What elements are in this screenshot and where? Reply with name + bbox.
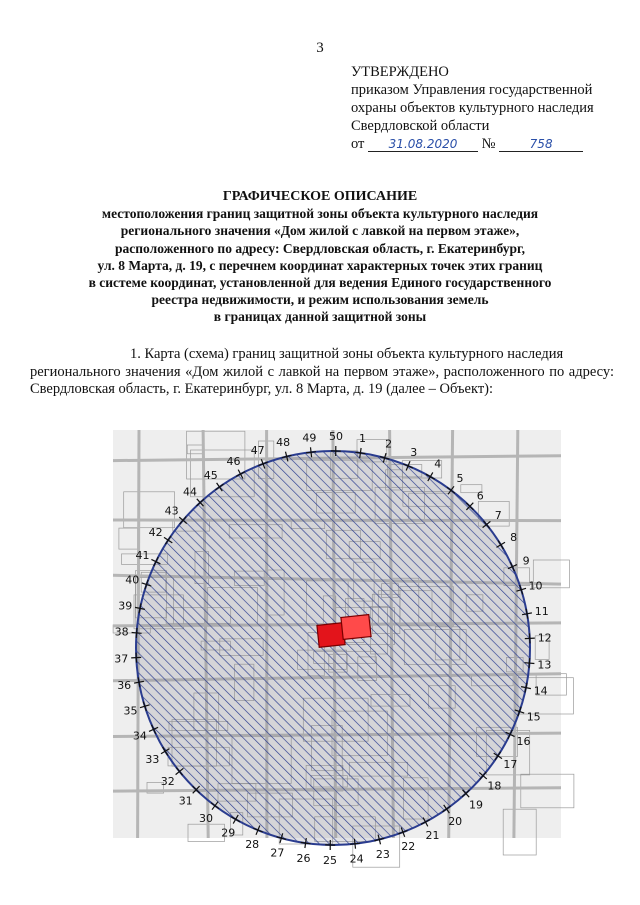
protection-zone-boundary	[136, 451, 530, 845]
approval-stamp	[351, 63, 636, 153]
number-prefix: №	[481, 136, 496, 152]
boundary-point-label: 6	[476, 489, 484, 503]
boundary-point-label: 23	[375, 848, 390, 862]
boundary-point-label: 11	[534, 605, 549, 619]
title-line: в границах данной защитной зоны	[213, 309, 427, 325]
boundary-point-label: 49	[302, 431, 317, 445]
boundary-point-label: 25	[323, 854, 337, 867]
boundary-point-label: 12	[537, 631, 552, 645]
title-line: регионального значения «Дом жилой с лавкой на первом этаже»,	[120, 223, 520, 239]
boundary-point-label: 50	[329, 430, 343, 443]
boundary-point-tick	[524, 663, 534, 664]
boundary-point-label: 10	[528, 579, 543, 593]
boundary-point-label: 43	[164, 504, 179, 518]
boundary-point-label: 14	[533, 684, 548, 698]
boundary-point-label: 16	[516, 734, 531, 748]
boundary-point-label: 35	[123, 704, 138, 718]
boundary-point-label: 38	[114, 625, 129, 639]
title-line: расположенного по адресу: Свердловская область, г. Екатеринбург,	[115, 240, 525, 256]
boundary-point-label: 13	[537, 658, 552, 672]
map-svg	[113, 430, 561, 867]
approval-line-1: приказом Управления государственной	[351, 82, 593, 98]
boundary-point-label: 3	[410, 446, 418, 459]
boundary-point-label: 9	[522, 554, 530, 568]
date-prefix: от	[351, 136, 365, 152]
boundary-point-label: 42	[148, 525, 163, 539]
approval-line-2: охраны объектов культурного наследия	[351, 100, 594, 116]
boundary-point-label: 7	[494, 509, 502, 523]
boundary-point-label: 17	[503, 758, 518, 772]
boundary-point-tick	[131, 657, 141, 658]
boundary-point-label: 41	[135, 549, 150, 563]
boundary-point-label: 15	[526, 710, 541, 724]
boundary-point-label: 37	[114, 652, 129, 666]
document-title	[30, 188, 610, 326]
boundary-point-label: 8	[510, 530, 518, 544]
boundary-point-label: 26	[296, 851, 311, 865]
boundary-point-label: 19	[469, 798, 483, 812]
boundary-point-label: 32	[160, 774, 175, 788]
boundary-point-label: 34	[132, 729, 147, 743]
title-line: реестра недвижимости, и режим использования земель	[151, 292, 489, 308]
paragraph-first-line: 1. Карта (схема) границ защитной зоны объекта культурного наследия	[130, 346, 564, 362]
approval-date-line	[351, 135, 636, 153]
title-line: в системе координат, установленной для ведения Единого государственного	[88, 275, 552, 291]
boundary-point-label: 1	[359, 432, 366, 446]
boundary-point-label: 5	[456, 472, 464, 486]
boundary-point-label: 20	[448, 815, 463, 829]
boundary-point-label: 45	[203, 468, 218, 482]
boundary-point-label: 28	[245, 838, 260, 851]
title-main: ГРАФИЧЕСКОЕ ОПИСАНИЕ	[222, 189, 418, 204]
boundary-point-tick	[132, 633, 142, 634]
boundary-point-tick	[525, 638, 535, 639]
protection-zone-map	[113, 430, 561, 867]
protection-zone-layer	[136, 451, 530, 845]
boundary-point-label: 18	[487, 779, 502, 793]
boundary-point-label: 22	[401, 840, 416, 854]
boundary-point-label: 30	[199, 811, 213, 825]
boundary-point-label: 44	[183, 485, 197, 499]
boundary-point-label: 47	[250, 443, 265, 457]
page-number: 3	[316, 40, 324, 56]
handwritten-number: 758	[499, 137, 583, 152]
approval-line-3: Свердловской области	[351, 118, 490, 134]
title-line: местоположения границ защитной зоны объекта культурного наследия	[101, 206, 539, 222]
title-line: ул. 8 Марта, д. 19, с перечнем координат характерных точек этих границ	[97, 257, 543, 273]
boundary-point-label: 46	[226, 454, 241, 468]
boundary-point-label: 31	[178, 794, 193, 808]
approval-heading: УТВЕРЖДЕНО	[351, 64, 449, 80]
boundary-point-label: 33	[145, 753, 160, 767]
heritage-building-outline	[317, 623, 345, 648]
boundary-point-label: 36	[117, 678, 132, 692]
paragraph-continuation: регионального значения «Дом жилой с лавкой на первом этаже», расположенного по адресу: Свердловская область, г. Екатеринбург, ул. 8 Марта, д. 19 (далее – Объект):	[30, 363, 614, 398]
boundary-point-label: 4	[434, 457, 442, 471]
boundary-point-label: 29	[221, 826, 236, 840]
boundary-point-label: 21	[425, 829, 440, 843]
boundary-point-label: 39	[118, 599, 133, 613]
boundary-point-label: 24	[349, 852, 364, 866]
boundary-point-label: 48	[276, 435, 291, 449]
heritage-building-annex	[341, 615, 371, 640]
section-1-paragraph	[30, 346, 614, 399]
boundary-point-label: 40	[125, 573, 140, 587]
handwritten-date: 31.08.2020	[368, 137, 478, 152]
boundary-point-label: 2	[385, 437, 393, 451]
boundary-point-label: 27	[270, 846, 285, 860]
